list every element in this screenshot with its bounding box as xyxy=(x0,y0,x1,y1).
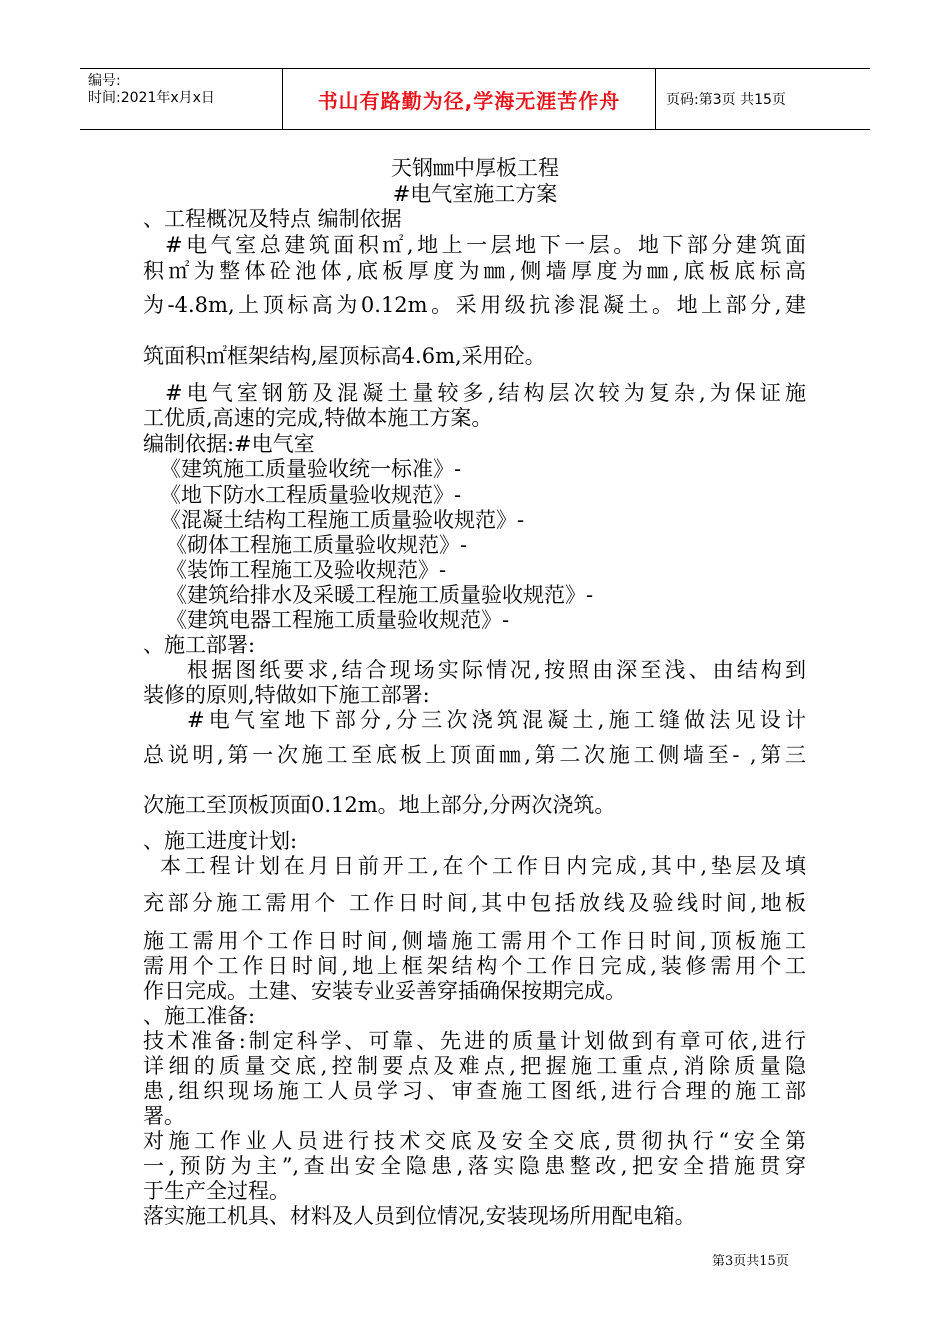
section-heading-preparation: 、施工准备: xyxy=(143,1004,256,1028)
paragraph-line: 为-4.8m,上顶标高为0.12m。采用级抗渗混凝土。地上部分,建 xyxy=(143,293,806,317)
paragraph-line: 详细的质量交底,控制要点及难点,把握施工重点,消除质量隐 xyxy=(143,1054,806,1078)
paragraph-line: 筑面积㎡框架结构,屋顶标高4.6m,采用砼。 xyxy=(143,344,546,368)
paragraph-line: 根据图纸要求,结合现场实际情况,按照由深至浅、由结构到 xyxy=(187,658,806,682)
paragraph-line: #电气室总建筑面积㎡,地上一层地下一层。地下部分建筑面 xyxy=(165,233,806,257)
section-heading-overview: 、工程概况及特点 编制依据 xyxy=(143,207,402,231)
paragraph-line: 技术准备:制定科学、可靠、先进的质量计划做到有章可依,进行 xyxy=(143,1029,806,1053)
document-title: 天钢㎜中厚板工程 xyxy=(391,156,559,180)
paragraph-line: #电气室钢筋及混凝土量较多,结构层次较为复杂,为保证施 xyxy=(165,381,806,405)
header-motto xyxy=(283,69,656,129)
standard-item: 《建筑给排水及采暖工程施工质量验收规范》- xyxy=(166,583,594,607)
paragraph-line: 本工程计划在月日前开工,在个工作日内完成,其中,垫层及填 xyxy=(160,854,806,878)
paragraph-line: 于生产全过程。 xyxy=(143,1179,290,1203)
paragraph-line: 工优质,高速的完成,特做本施工方案。 xyxy=(143,406,493,430)
standard-item: 《建筑电器工程施工质量验收规范》- xyxy=(166,608,510,632)
paragraph-line: 落实施工机具、材料及人员到位情况,安装现场所用配电箱。 xyxy=(143,1204,696,1228)
paragraph-line: 对施工作业人员进行技术交底及安全交底,贯彻执行“安全第 xyxy=(143,1129,806,1153)
paragraph-line: 积㎡为整体砼池体,底板厚度为㎜,侧墙厚度为㎜,底板底标高 xyxy=(143,259,806,283)
paragraph-line: 需用个工作日时间,地上框架结构个工作日完成,装修需用个工 xyxy=(143,954,806,978)
page-footer: 第3页共15页 xyxy=(712,1254,789,1269)
page-header xyxy=(80,68,870,130)
paragraph-line: 一,预防为主”,查出安全隐患,落实隐患整改,把安全措施贯穿 xyxy=(143,1154,806,1178)
standard-item: 《混凝土结构工程施工质量验收规范》- xyxy=(160,508,525,532)
paragraph-line: 充部分施工需用个 工作日时间,其中包括放线及验线时间,地板 xyxy=(143,891,806,915)
paragraph-line: 署。 xyxy=(143,1104,185,1128)
standard-item: 《地下防水工程质量验收规范》- xyxy=(160,483,462,507)
document-date: 时间:2021年x月x日 xyxy=(88,90,215,106)
paragraph-line: 装修的原则,特做如下施工部署: xyxy=(143,683,430,707)
motto-text: 书山有路勤为径,学海无涯苦作舟 xyxy=(317,88,621,113)
paragraph-line: 总说明,第一次施工至底板上顶面㎜,第二次施工侧墙至- ,第三 xyxy=(143,743,806,767)
standard-item: 《装饰工程施工及验收规范》- xyxy=(166,558,447,582)
paragraph-line: 施工需用个工作日时间,侧墙施工需用个工作日时间,顶板施工 xyxy=(143,929,806,953)
section-heading-schedule: 、施工进度计划: xyxy=(143,829,298,853)
standard-item: 《砌体工程施工质量验收规范》- xyxy=(166,533,468,557)
document-number-label: 编号: xyxy=(88,73,121,89)
paragraph-line: #电气室地下部分,分三次浇筑混凝土,施工缝做法见设计 xyxy=(187,708,806,732)
paragraph-line: 作日完成。土建、安装专业妥善穿插确保按期完成。 xyxy=(143,979,626,1003)
paragraph-line: 患,组织现场施工人员学习、审查施工图纸,进行合理的施工部 xyxy=(143,1079,806,1103)
header-page-info: 页码:第3页 共15页 xyxy=(666,92,786,108)
header-meta xyxy=(80,69,283,129)
document-subtitle: #电气室施工方案 xyxy=(392,182,558,206)
standard-item: 《建筑施工质量验收统一标准》- xyxy=(160,457,462,481)
section-heading-deployment: 、施工部署: xyxy=(143,633,256,657)
paragraph-line: 次施工至顶板顶面0.12m。地上部分,分两次浇筑。 xyxy=(143,793,616,817)
basis-label: 编制依据:#电气室 xyxy=(143,432,315,456)
